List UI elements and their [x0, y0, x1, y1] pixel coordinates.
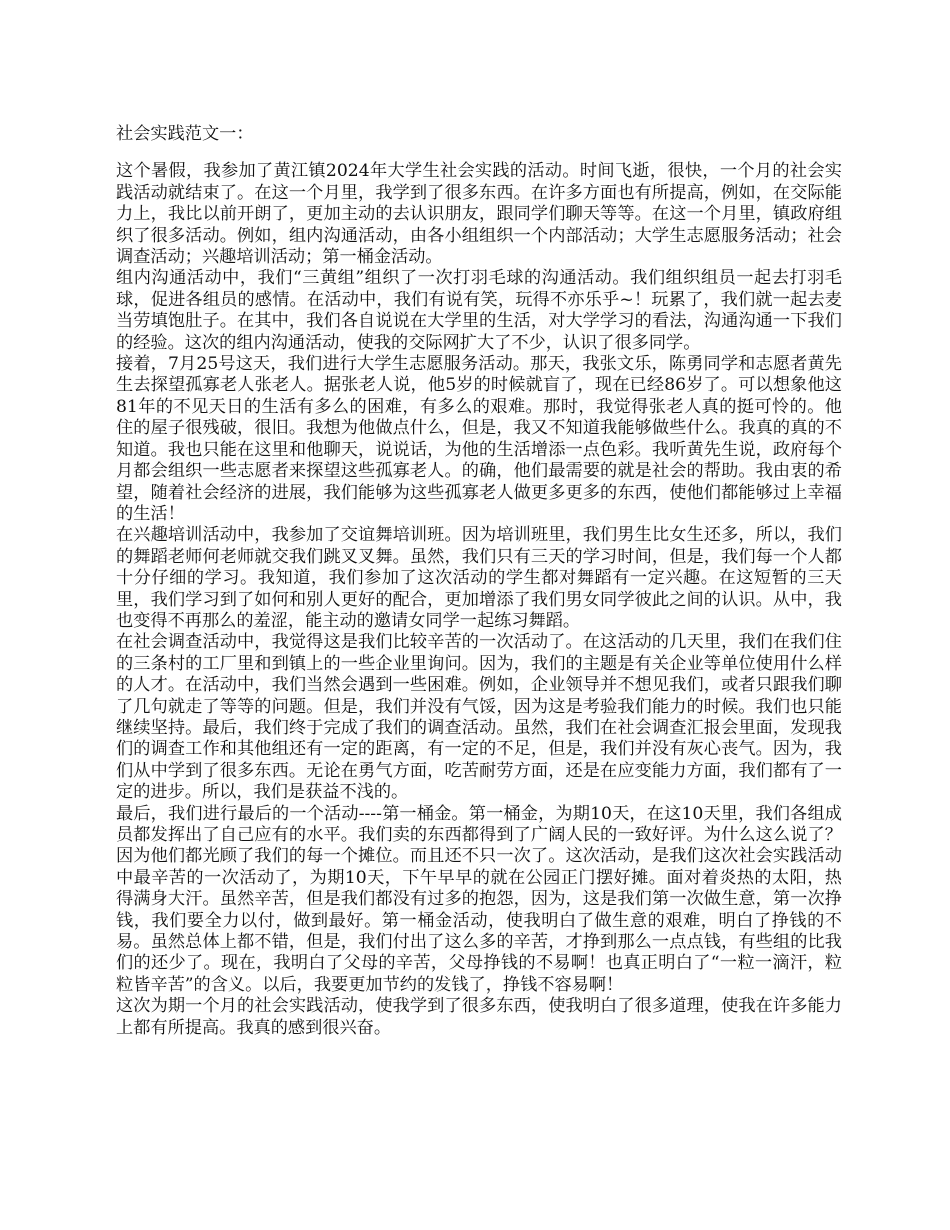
paragraph-volunteer-service: 接着，7月25号这天，我们进行大学生志愿服务活动。那天，我张文乐，陈勇同学和志愿者黄先生去探望孤寡老人张老人。据张老人说，他5岁的时候就盲了，现在已经86岁了。可以想象他这81年的不见天日的生活有多么的困难，有多么的艰难。那时，我觉得张老人真的挺可怜的。他住的屋子很残破，很旧。我想为他做点什么，但是，我又不知道我能够做些什么。我真的真的不知道。我也只能在这里和他聊天，说说话，为他的生活增添一点色彩。我听黄先生说，政府每个月都会组织一些志愿者来探望这些孤寡老人。的确，他们最需要的就是社会的帮助。我由衷的希望，随着社会经济的进展，我们能够为这些孤寡老人做更多更多的东西，使他们都能够过上幸福的生活！ [116, 354, 842, 524]
document-body [116, 124, 842, 1039]
paragraph-interest-training: 在兴趣培训活动中，我参加了交谊舞培训班。因为培训班里，我们男生比女生还多，所以，我们的舞蹈老师何老师就交我们跳叉叉舞。虽然，我们只有三天的学习时间，但是，我们每一个人都十分仔细的学习。我知道，我们参加了这次活动的学生都对舞蹈有一定兴趣。在这短暂的三天里，我们学习到了如何和别人更好的配合，更加增添了我们男女同学彼此之间的认识。从中，我也变得不再那么的羞涩，能主动的邀请女同学一起练习舞蹈。 [116, 525, 842, 631]
paragraph-group-communication: 组内沟通活动中，我们“三黄组”组织了一次打羽毛球的沟通活动。我们组织组员一起去打羽毛球，促进各组员的感情。在活动中，我们有说有笑，玩得不亦乐乎~！玩累了，我们就一起去麦当劳填饱肚子。在其中，我们各自说说在大学里的生活，对大学学习的看法，沟通沟通一下我们的经验。这次的组内沟通活动，使我的交际网扩大了不少，认识了很多同学。 [116, 268, 842, 353]
paragraph-first-bucket-of-gold: 最后，我们进行最后的一个活动----第一桶金。第一桶金，为期10天，在这10天里，我们各组成员都发挥出了自己应有的水平。我们卖的东西都得到了广阔人民的一致好评。为什么这么说了？因为他们都光顾了我们的每一个摊位。而且还不只一次了。这次活动，是我们这次社会实践活动中最辛苦的一次活动了，为期10天，下午早早的就在公园正门摆好摊。面对着炎热的太阳，热得满身大汗。虽然辛苦，但是我们都没有过多的抱怨，因为，这是我们第一次做生意，第一次挣钱，我们要全力以付，做到最好。第一桶金活动，使我明白了做生意的艰难，明白了挣钱的不易。虽然总体上都不错，但是，我们付出了这么多的辛苦，才挣到那么一点点钱，有些组的比我们的还少了。现在，我明白了父母的辛苦，父母挣钱的不易啊！也真正明白了“一粒一滴汗，粒粒皆辛苦”的含义。以后，我要更加节约的发钱了，挣钱不容易啊！ [116, 803, 842, 995]
paragraph-conclusion: 这次为期一个月的社会实践活动，使我学到了很多东西，使我明白了很多道理，使我在许多能力上都有所提高。我真的感到很兴奋。 [116, 996, 842, 1038]
paragraph-summer-practice: 这个暑假，我参加了黄江镇2024年大学生社会实践的活动。时间飞逝，很快，一个月的社会实践活动就结束了。在这一个月里，我学到了很多东西。在许多方面也有所提高，例如，在交际能力上，我比以前开朗了，更加主动的去认识朋友，跟同学们聊天等等。在这一个月里，镇政府组织了很多活动。例如，组内沟通活动，由各小组组织一个内部活动；大学生志愿服务活动；社会调查活动；兴趣培训活动；第一桶金活动。 [116, 161, 842, 268]
document-heading: 社会实践范文一： [116, 124, 254, 144]
paragraph-social-survey: 在社会调查活动中，我觉得这是我们比较辛苦的一次活动了。在这活动的几天里，我们在我们住的三条村的工厂里和到镇上的一些企业里询问。因为，我们的主题是有关企业等单位使用什么样的人才。在活动中，我们当然会遇到一些困难。例如，企业领导并不想见我们，或者只跟我们聊了几句就走了等等的问题。但是，我们并没有气馁，因为这是考验我们能力的时候。我们也只能继续坚持。最后，我们终于完成了我们的调查活动。虽然，我们在社会调查汇报会里面，发现我们的调查工作和其他组还有一定的距离，有一定的不足，但是，我们并没有灰心丧气。因为，我们从中学到了很多东西。无论在勇气方面，吃苦耐劳方面，还是在应变能力方面，我们都有了一定的进步。所以，我们是获益不浅的。 [116, 632, 842, 803]
